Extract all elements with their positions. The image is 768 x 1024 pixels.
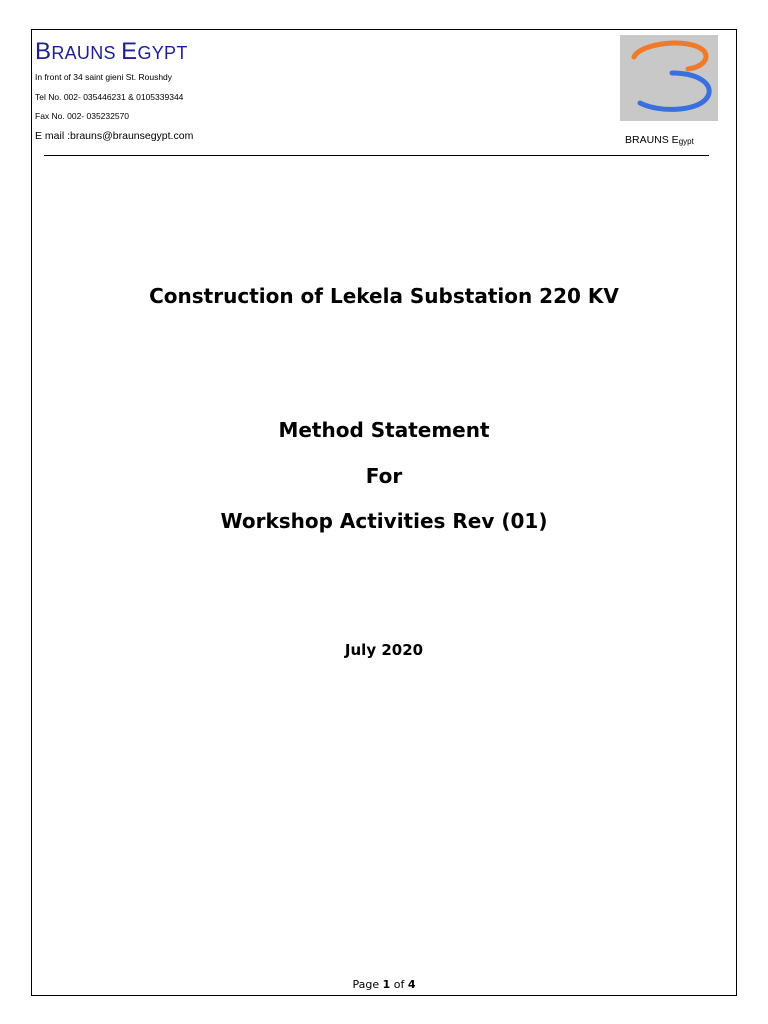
company-logo [620,35,718,121]
page-number [0,978,768,992]
page-of: of [390,978,408,991]
company-initial-e: E [121,38,138,65]
document-type: Method Statement [278,418,490,442]
page-total: 4 [407,978,416,991]
company-email: E mail :brauns@braunsegypt.com [35,130,194,142]
document-subject: Workshop Activities Rev (01) [220,509,548,533]
company-rest-rauns: RAUNS [51,43,122,63]
for-label: For [365,464,403,488]
document-date: July 2020 [344,641,424,659]
logo-caption-tail: gypt [678,137,694,146]
company-tel: Tel No. 002- 035446231 & 0105339344 [35,92,184,102]
logo-caption-main: BRAUNS E [625,134,679,146]
company-rest-gypt: GYPT [137,43,188,63]
company-name [35,40,188,65]
project-title: Construction of Lekela Substation 220 KV [149,284,619,308]
company-initial-b: B [35,38,52,65]
header-divider [44,155,709,156]
logo-icon [620,35,718,121]
page-current: 1 [382,978,391,991]
page-prefix: Page [352,978,383,991]
logo-caption [625,134,694,147]
company-fax: Fax No. 002- 035232570 [35,111,130,121]
company-address: In front of 34 saint gieni St. Roushdy [35,72,173,82]
